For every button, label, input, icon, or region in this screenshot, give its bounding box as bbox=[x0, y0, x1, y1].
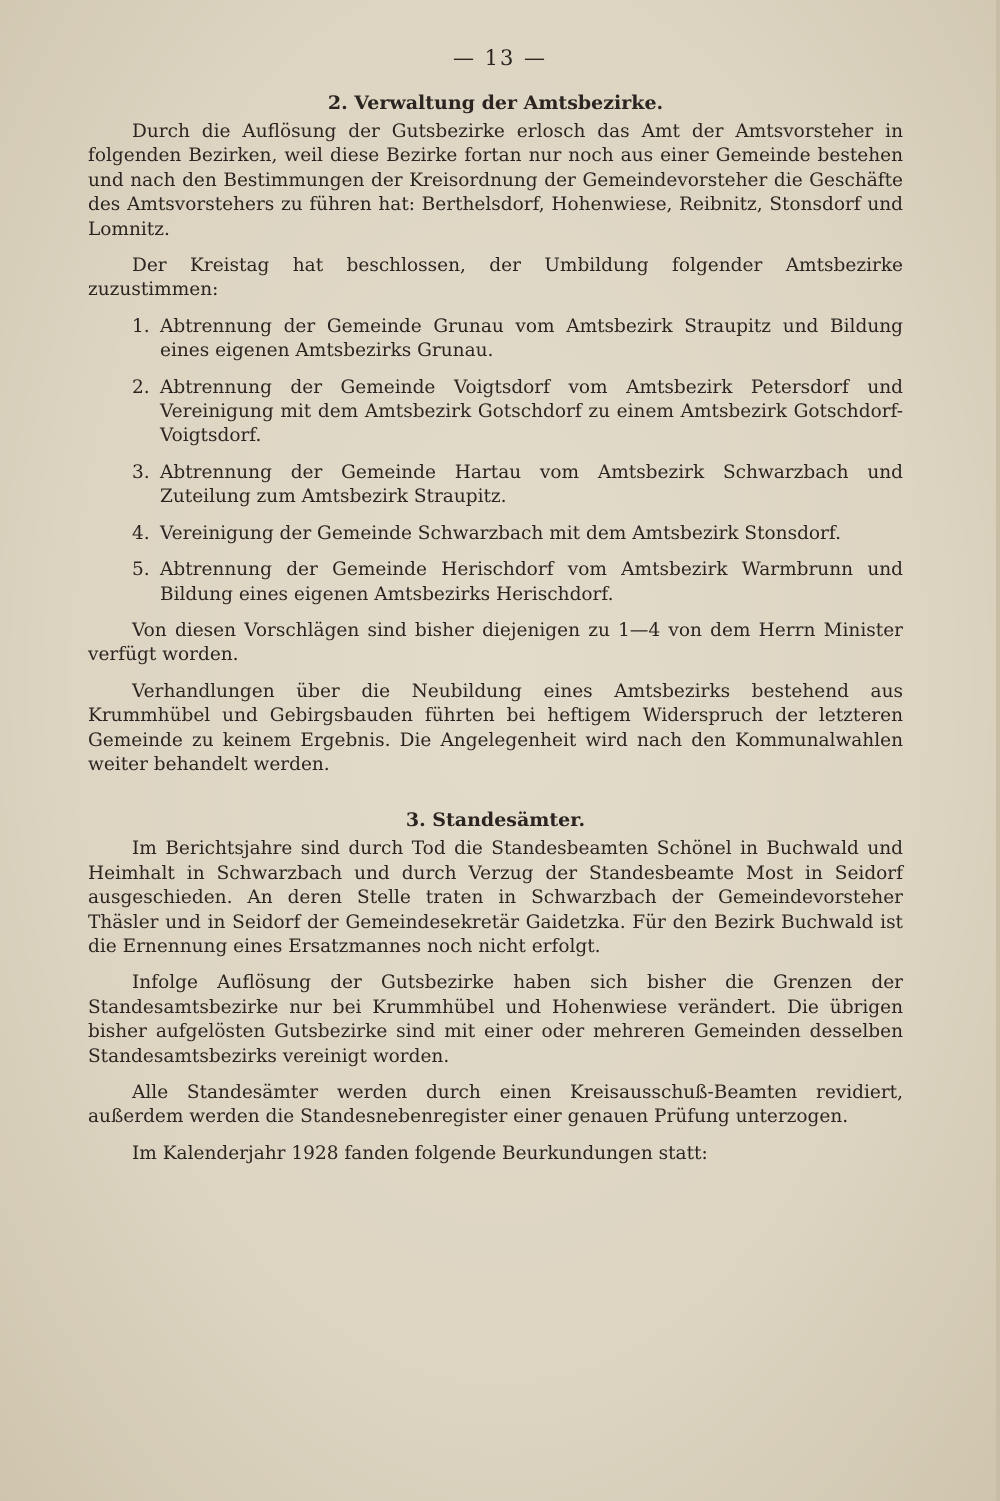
section-2-paragraph-2: Der Kreistag hat beschlossen, der Umbildung folgender Amtsbezirke zuzustimmen: bbox=[88, 255, 903, 301]
section-3-paragraph-3: Alle Standesämter werden durch einen Kreisausschuß-Beamten revidiert, außerdem werden die Standesnebenregister einer genauen Prüfung unterzogen. bbox=[88, 1082, 903, 1128]
list-item bbox=[88, 376, 903, 449]
section-3-paragraph-2: Infolge Auflösung der Gutsbezirke haben sich bisher die Grenzen der Standesamtsbezirke nur bei Krummhübel und Hohenwiese verändert. Die übrigen bisher aufgelösten Gutsbezirke sind mit einer oder mehreren Gemeinden desselben Standesamtsbezirks vereinigt worden. bbox=[88, 972, 903, 1067]
amtsbezirke-list bbox=[88, 315, 903, 607]
list-item bbox=[88, 558, 903, 607]
list-item-text: Vereinigung der Gemeinde Schwarzbach mit dem Amtsbezirk Stonsdorf. bbox=[160, 522, 841, 544]
section-2-heading: 2. Verwaltung der Amtsbezirke. bbox=[327, 92, 664, 114]
list-item-number: 2. bbox=[132, 376, 150, 398]
list-item-text: Abtrennung der Gemeinde Hartau vom Amtsbezirk Schwarzbach und Zuteilung zum Amtsbezirk Straupitz. bbox=[160, 461, 903, 508]
list-item-text: Abtrennung der Gemeinde Herischdorf vom Amtsbezirk Warmbrunn und Bildung eines eigenen Amtsbezirks Herischdorf. bbox=[160, 559, 903, 605]
list-item-text: Abtrennung der Gemeinde Voigtsdorf vom Amtsbezirk Petersdorf und Vereinigung mit dem Amtsbezirk Gotschdorf zu einem Amtsbezirk Gotschdorf-Voigtsdorf. bbox=[160, 376, 903, 447]
section-2-paragraph-1: Durch die Auflösung der Gutsbezirke erlosch das Amt der Amtsvorsteher in folgenden Bezirken, weil diese Bezirke fortan nur noch aus einer Gemeinde bestehen und nach den Bestimmungen der Kreisordnung der Gemeindevorsteher die Geschäfte des Amtsvorstehers zu führen hat: Berthelsdorf, Hohenwiese, Reibnitz, Stonsdorf und Lomnitz. bbox=[88, 121, 903, 240]
list-item bbox=[88, 461, 903, 510]
page-content bbox=[88, 90, 903, 1166]
page-number: — 13 — bbox=[452, 46, 548, 70]
list-item-number: 1. bbox=[132, 315, 150, 337]
section-2-paragraph-3: Von diesen Vorschlägen sind bisher diejenigen zu 1—4 von dem Herrn Minister verfügt worden. bbox=[88, 619, 903, 666]
list-item bbox=[88, 522, 903, 546]
list-item bbox=[88, 315, 903, 364]
section-3-heading: 3. Standesämter. bbox=[405, 809, 586, 832]
section-3-paragraph-4: Im Kalenderjahr 1928 fanden folgende Beurkundungen statt: bbox=[132, 1142, 708, 1164]
section-3 bbox=[88, 807, 903, 1166]
section-2-paragraph-4: Verhandlungen über die Neubildung eines Amtsbezirks bestehend aus Krummhübel und Gebirgsbauden führten bei heftigem Widerspruch der letzteren Gemeinde zu keinem Ergebnis. Die Angelegenheit wird nach den Kommunalwahlen weiter behandelt werden. bbox=[88, 680, 903, 775]
list-item-number: 3. bbox=[132, 461, 150, 483]
list-item-number: 4. bbox=[132, 522, 150, 544]
list-item-text: Abtrennung der Gemeinde Grunau vom Amtsbezirk Straupitz und Bildung eines eigenen Amtsbezirks Grunau. bbox=[160, 315, 903, 362]
section-3-paragraph-1: Im Berichtsjahre sind durch Tod die Standesbeamten Schönel in Buchwald und Heimhalt in Schwarzbach und durch Verzug der Standesbeamte Most in Seidorf ausgeschieden. An deren Stelle traten in Schwarzbach der Gemeindevorsteher Thäsler und in Seidorf der Gemeindesekretär Gaidetzka. Für den Bezirk Buchwald ist die Ernennung eines Ersatzmannes noch nicht erfolgt. bbox=[88, 838, 903, 957]
page-edge bbox=[996, 0, 1000, 1501]
list-item-number: 5. bbox=[132, 559, 150, 581]
